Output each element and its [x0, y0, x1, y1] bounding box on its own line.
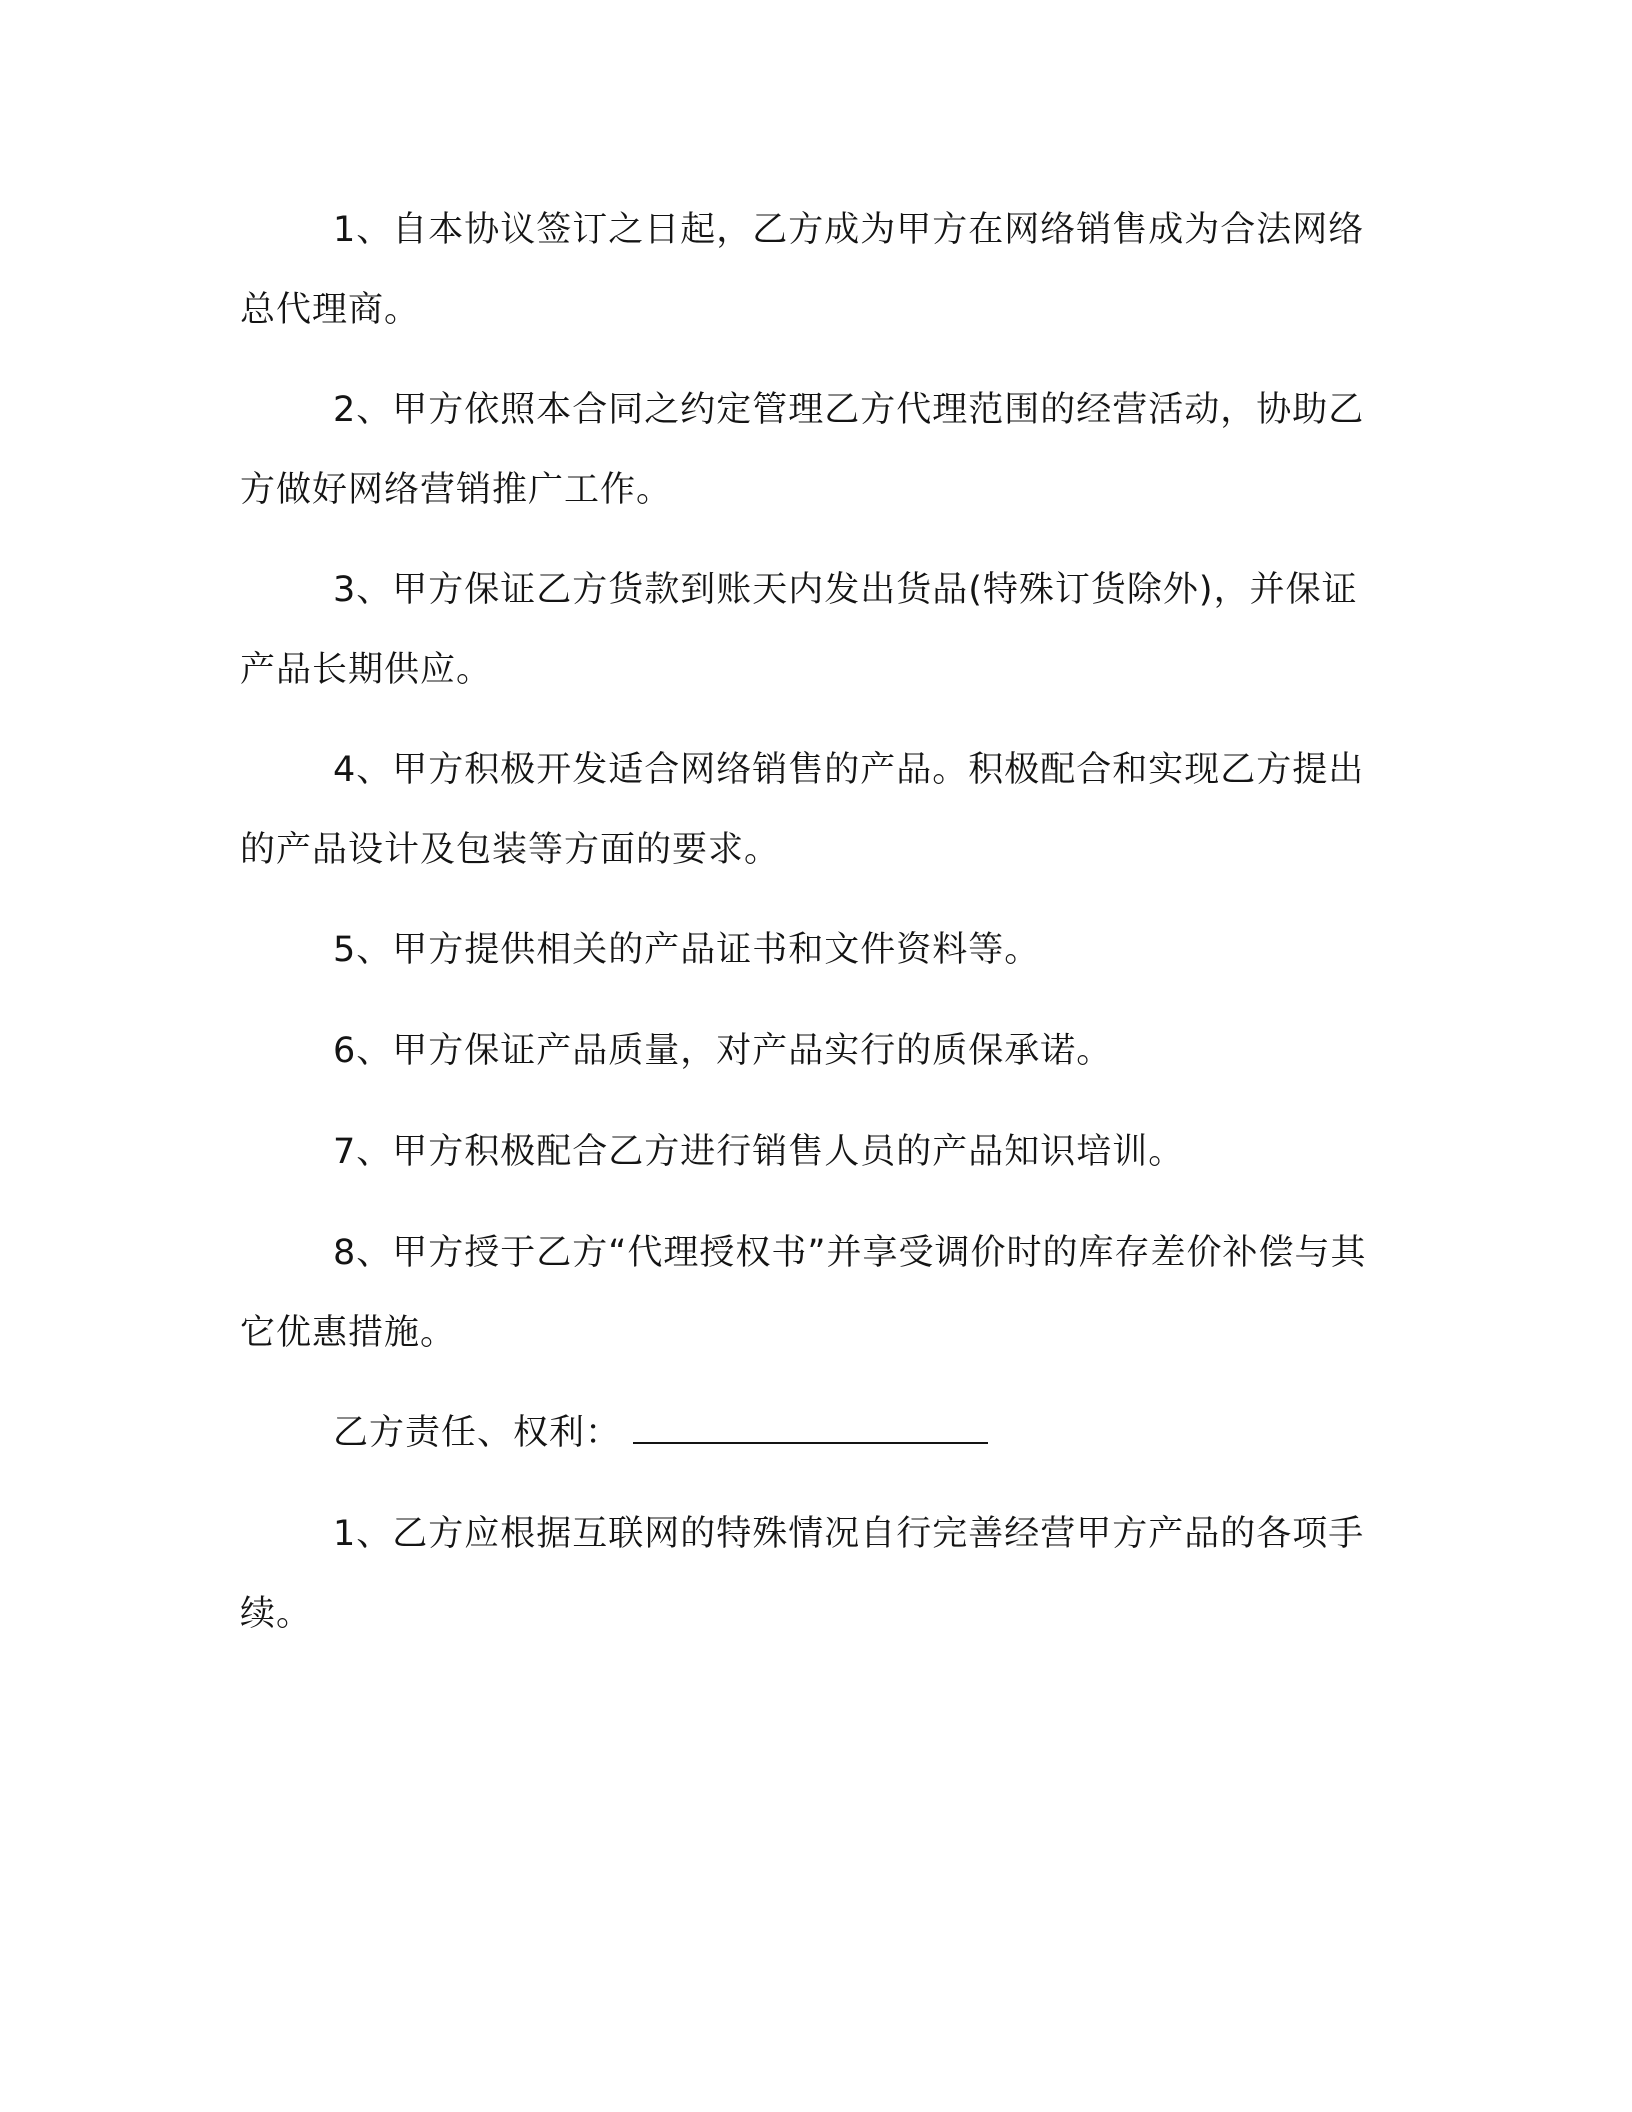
clause-1: 1、自本协议签订之日起，乙方成为甲方在网络销售成为合法网络总代理商。 [240, 210, 1365, 330]
clause-8: 8、甲方授于乙方“代理授权书”并享受调价时的库存差价补偿与其它优惠措施。 [240, 1233, 1367, 1353]
clause-6: 6、甲方保证产品质量，对产品实行的质保承诺。 [333, 1031, 1113, 1071]
clause-5: 5、甲方提供相关的产品证书和文件资料等。 [333, 930, 1041, 970]
fill-in-blank-line [633, 1412, 988, 1444]
party-b-clause-1: 1、乙方应根据互联网的特殊情况自行完善经营甲方产品的各项手续。 [240, 1514, 1365, 1634]
clause-4: 4、甲方积极开发适合网络销售的产品。积极配合和实现乙方提出的产品设计及包装等方面的要求。 [240, 750, 1365, 870]
clause-3: 3、甲方保证乙方货款到账天内发出货品(特殊订货除外)，并保证产品长期供应。 [240, 570, 1358, 690]
section-heading-text: 乙方责任、权利： [333, 1413, 622, 1453]
clause-2: 2、甲方依照本合同之约定管理乙方代理范围的经营活动，协助乙方做好网络营销推广工作。 [240, 390, 1365, 510]
clause-7: 7、甲方积极配合乙方进行销售人员的产品知识培训。 [333, 1132, 1185, 1172]
party-b-section-heading [240, 1393, 1390, 1473]
document-body [240, 190, 1390, 1674]
